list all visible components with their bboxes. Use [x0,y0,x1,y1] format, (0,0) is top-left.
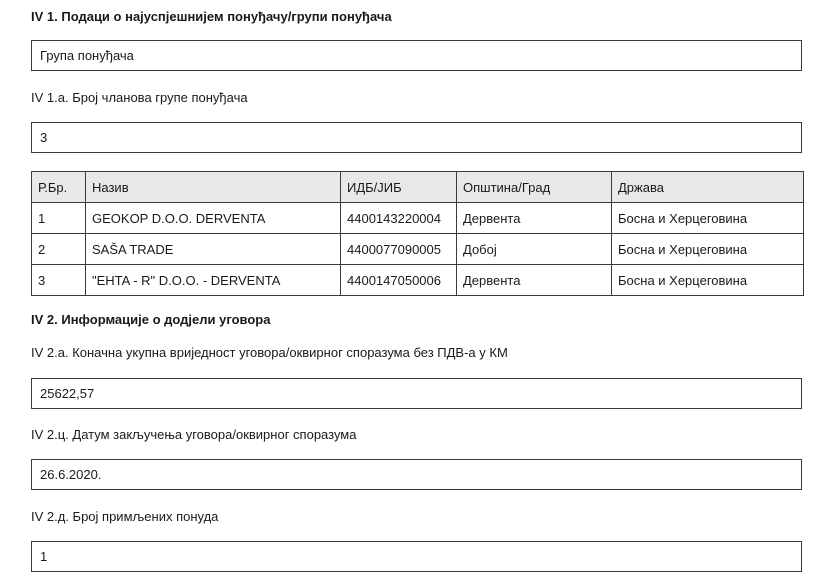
contract-date-field [31,459,802,490]
cell-drzava: Босна и Херцеговина [612,203,804,234]
members-count-field [31,122,802,153]
bidder-type-field [31,40,802,71]
offers-count: 1 [40,549,48,564]
cell-drzava: Босна и Херцеговина [612,265,804,296]
offers-count-label: IV 2.д. Број примљених понуда [31,509,219,524]
header-rbr: Р.Бр. [32,172,86,203]
members-count-value: 3 [40,130,48,145]
cell-naziv: "EHTA - R" D.O.O. - DERVENTA [86,265,341,296]
contract-value-label: IV 2.а. Коначна укупна вриједност уговора/оквирног споразума без ПДВ-а у КМ [31,345,508,360]
cell-rbr: 1 [32,203,86,234]
cell-idb-jib: 4400077090005 [341,234,457,265]
cell-naziv: SAŠA TRADE [86,234,341,265]
members-count-label: IV 1.а. Број чланова групе понуђача [31,90,248,105]
section-1-heading: IV 1. Подаци о најуспјешнијем понуђачу/групи понуђача [31,9,392,24]
offers-count-field [31,541,802,572]
contract-date-label: IV 2.ц. Датум закључења уговора/оквирног споразума [31,427,357,442]
cell-idb-jib: 4400147050006 [341,265,457,296]
bidder-type-value: Група понуђача [40,48,134,63]
table-header-row [32,172,804,203]
table-row [32,234,804,265]
cell-naziv: GEOKOP D.O.O. DERVENTA [86,203,341,234]
cell-opstina-grad: Добој [457,234,612,265]
table-row [32,203,804,234]
section-2-heading: IV 2. Информације о додјели уговора [31,312,271,327]
header-drzava: Држава [612,172,804,203]
table-row [32,265,804,296]
group-members-table [31,171,804,296]
cell-rbr: 2 [32,234,86,265]
cell-rbr: 3 [32,265,86,296]
contract-date: 26.6.2020. [40,467,102,482]
header-naziv: Назив [86,172,341,203]
cell-drzava: Босна и Херцеговина [612,234,804,265]
cell-idb-jib: 4400143220004 [341,203,457,234]
header-idb-jib: ИДБ/ЈИБ [341,172,457,203]
contract-value-field [31,378,802,409]
contract-value: 25622,57 [40,386,95,401]
cell-opstina-grad: Дервента [457,203,612,234]
header-opstina-grad: Општина/Град [457,172,612,203]
cell-opstina-grad: Дервента [457,265,612,296]
